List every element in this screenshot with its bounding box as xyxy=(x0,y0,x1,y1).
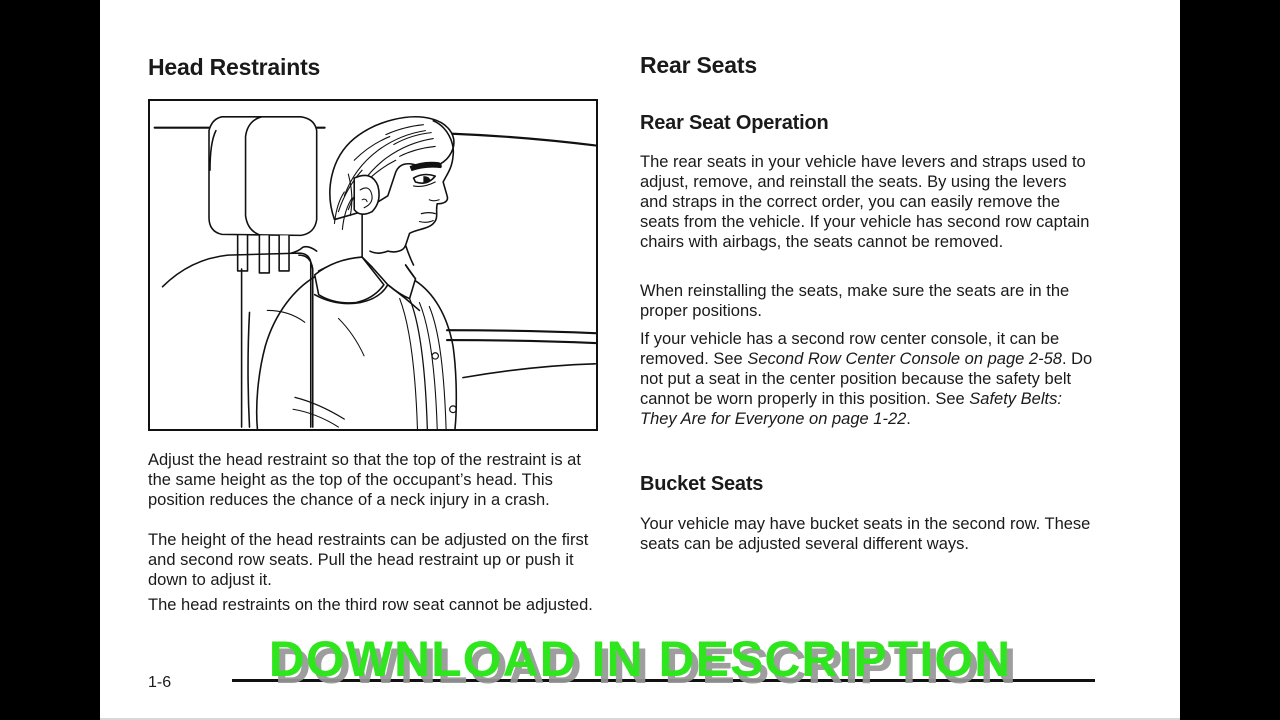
download-watermark: DOWNLOAD IN DESCRIPTION xyxy=(268,631,1012,687)
rear-seat-operation-paragraph-2: When reinstalling the seats, make sure the seats are in the proper positions. xyxy=(640,282,1070,320)
rear-seat-operation-paragraph-3 xyxy=(640,329,1098,429)
para3-part1: If your vehicle has a second row center console, it can be removed. See xyxy=(640,330,1060,368)
document-page xyxy=(100,0,1180,720)
cross-reference-second-row-center-console: Second Row Center Console on page 2-58 xyxy=(747,350,1062,368)
para3-part3: . xyxy=(906,410,911,428)
page-number: 1-6 xyxy=(148,674,172,691)
bucket-seats-paragraph-1: Your vehicle may have bucket seats in the second row. These seats can be adjusted several different ways. xyxy=(640,515,1091,553)
rear-seats-heading: Rear Seats xyxy=(640,52,757,78)
rear-seat-operation-paragraph-1: The rear seats in your vehicle have levers and straps used to adjust, remove, and reinstall the seats. By using the levers and straps in the correct order, you can easily remove the seats from the vehicle. If your vehicle has second row captain chairs with airbags, the seats cannot be removed. xyxy=(640,153,1090,251)
head-restraint-illustration xyxy=(148,99,598,431)
rear-seat-operation-heading: Rear Seat Operation xyxy=(640,112,829,134)
head-restraints-paragraph-3: The head restraints on the third row seat cannot be adjusted. xyxy=(148,596,593,614)
head-restraints-paragraph-1: Adjust the head restraint so that the top of the restraint is at the same height as the top of the occupant’s head. This position reduces the chance of a neck injury in a crash. xyxy=(148,451,581,509)
bucket-seats-heading: Bucket Seats xyxy=(640,473,764,495)
head-restraints-heading: Head Restraints xyxy=(148,54,321,80)
cross-reference-safety-belts: Safety Belts: They Are for Everyone on page 1-22 xyxy=(640,390,1062,428)
footer-rule xyxy=(232,679,1095,682)
para3-part2: . Do not put a seat in the center position because the safety belt cannot be worn properly in this position. See xyxy=(640,350,1093,408)
head-restraints-paragraph-2: The height of the head restraints can be adjusted on the first and second row seats. Pull the head restraint up or push it down to adjust it. xyxy=(148,531,589,589)
